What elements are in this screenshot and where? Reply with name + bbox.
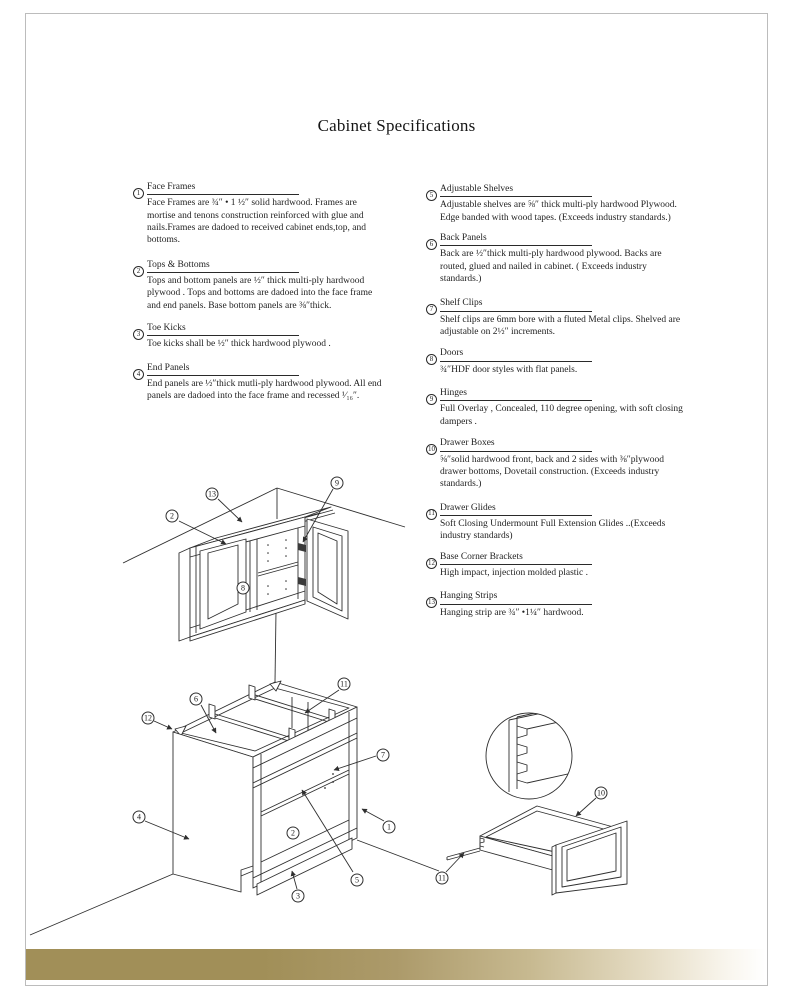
callout-7-shelf-clip: 7 [377, 749, 390, 762]
spec-number-badge: 1 [133, 188, 144, 199]
spec-item-drawer-glides [428, 502, 690, 543]
spec-number-badge: 8 [426, 354, 437, 365]
callout-2-top-panel: 2 [166, 510, 179, 523]
base-cabinet-drawing [30, 681, 439, 935]
callout-6-back-panel: 6 [190, 693, 203, 706]
spec-heading: Adjustable Shelves [440, 183, 592, 197]
callout-10-drawer-box: 10 [595, 787, 608, 800]
spec-item-back-panels [429, 232, 690, 285]
spec-item-hinges [429, 387, 690, 428]
spec-heading: End Panels [147, 362, 299, 376]
spec-number-badge: 12 [426, 558, 437, 569]
dovetail-detail-circle [486, 713, 572, 799]
spec-item-doors [429, 347, 690, 376]
spec-body: Face Frames are ¾″ • 1 ½″ solid hardwood. Frames are mortise and tenons construction reinforced with glue and nails.Frames are dadoed to received cabinet ends,top, and bottoms. [147, 198, 366, 246]
spec-number-badge: 6 [426, 239, 437, 250]
spec-item-shelf-clips [429, 297, 690, 338]
spec-body: Soft Closing Undermount Full Extension Glides ..(Exceeds industry standards) [440, 518, 666, 542]
spec-body: ⅝″solid hardwood front, back and 2 sides with ⅜″plywood drawer bottoms, Dovetail construction. (Exceeds industry standards.) [440, 454, 665, 490]
callout-9-hinge: 9 [331, 477, 344, 490]
footer-accent-bar [26, 949, 766, 980]
callout-13-hanging-strip: 13 [206, 488, 219, 501]
spec-number-badge: 5 [426, 190, 437, 201]
spec-number-badge: 10 [426, 444, 437, 455]
spec-number-badge: 9 [426, 394, 437, 405]
spec-item-base-corner-brackets [428, 551, 690, 580]
spec-column-left [136, 181, 385, 403]
spec-heading: Toe Kicks [147, 322, 299, 336]
spec-body: Adjustable shelves are ⅝″ thick multi-ply hardwood Plywood. Edge banded with wood tapes. (Exceeds industry standards.) [440, 200, 677, 223]
spec-body: Full Overlay , Concealed, 110 degree opening, with soft closing dampers . [440, 404, 683, 427]
spec-number-badge: 13 [426, 597, 437, 608]
drawer-drawing [447, 704, 627, 895]
page-title: Cabinet Specifications [317, 116, 476, 135]
callout-11-drawer-glide-2: 11 [436, 872, 449, 885]
spec-item-tops-bottoms [136, 259, 385, 312]
spec-number-badge: 2 [133, 266, 144, 277]
spec-heading: Drawer Boxes [440, 437, 592, 451]
spec-column-right [428, 183, 690, 619]
spec-heading: Tops & Bottoms [147, 259, 299, 273]
callout-11-drawer-glide: 11 [338, 678, 351, 691]
spec-item-face-frames [136, 181, 385, 247]
callout-8-door: 8 [237, 582, 250, 595]
spec-body: Tops and bottom panels are ½″ thick multi-ply hardwood plywood . Tops and bottoms are dadoed into the face frame and end panels. Base bottom panels are ⅜″thick. [147, 276, 373, 311]
spec-heading: Base Corner Brackets [440, 551, 592, 565]
spec-body: Hanging strip are ¾″ •1¼″ hardwood. [440, 607, 584, 618]
spec-body: High impact, injection molded plastic . [440, 567, 589, 578]
spec-body: ¾″HDF door styles with flat panels. [440, 364, 578, 375]
spec-heading: Drawer Glides [440, 502, 592, 516]
spec-heading: Shelf Clips [440, 297, 592, 311]
spec-item-toe-kicks [136, 322, 385, 351]
spec-body: End panels are ½″thick mutli-ply hardwood plywood. All end panels are dadoed into the face frame and recessed ¹⁄₁₆″. [147, 379, 382, 402]
spec-number-badge: 3 [133, 329, 144, 340]
spec-number-badge: 11 [426, 509, 437, 520]
callout-1-face-frame: 1 [383, 821, 396, 834]
spec-body: Back are ½″thick multi-ply hardwood plywood. Backs are routed, glued and nailed in cabinet. ( Exceeds industry standards.) [440, 249, 662, 285]
spec-heading: Doors [440, 347, 592, 361]
spec-number-badge: 4 [133, 369, 144, 380]
spec-heading: Back Panels [440, 232, 592, 246]
spec-item-drawer-boxes [428, 437, 690, 490]
spec-item-adjustable-shelves [429, 183, 690, 224]
callout-3-toe-kick: 3 [292, 890, 305, 903]
spec-heading: Hanging Strips [440, 590, 592, 604]
callout-12-corner-bracket: 12 [142, 712, 155, 725]
spec-heading: Face Frames [147, 181, 299, 195]
spec-body: Toe kicks shall be ½″ thick hardwood plywood . [147, 339, 331, 350]
callout-4-end-panel: 4 [133, 811, 146, 824]
spec-item-hanging-strips [428, 590, 690, 619]
spec-body: Shelf clips are 6mm bore with a fluted Metal clips. Shelved are adjustable on 2½″ increments. [440, 314, 681, 338]
spec-item-end-panels [136, 362, 385, 403]
callout-5-shelf: 5 [351, 874, 364, 887]
callout-2-bottom-panel: 2 [287, 827, 300, 840]
spec-number-badge: 7 [426, 304, 437, 315]
spec-heading: Hinges [440, 387, 592, 401]
